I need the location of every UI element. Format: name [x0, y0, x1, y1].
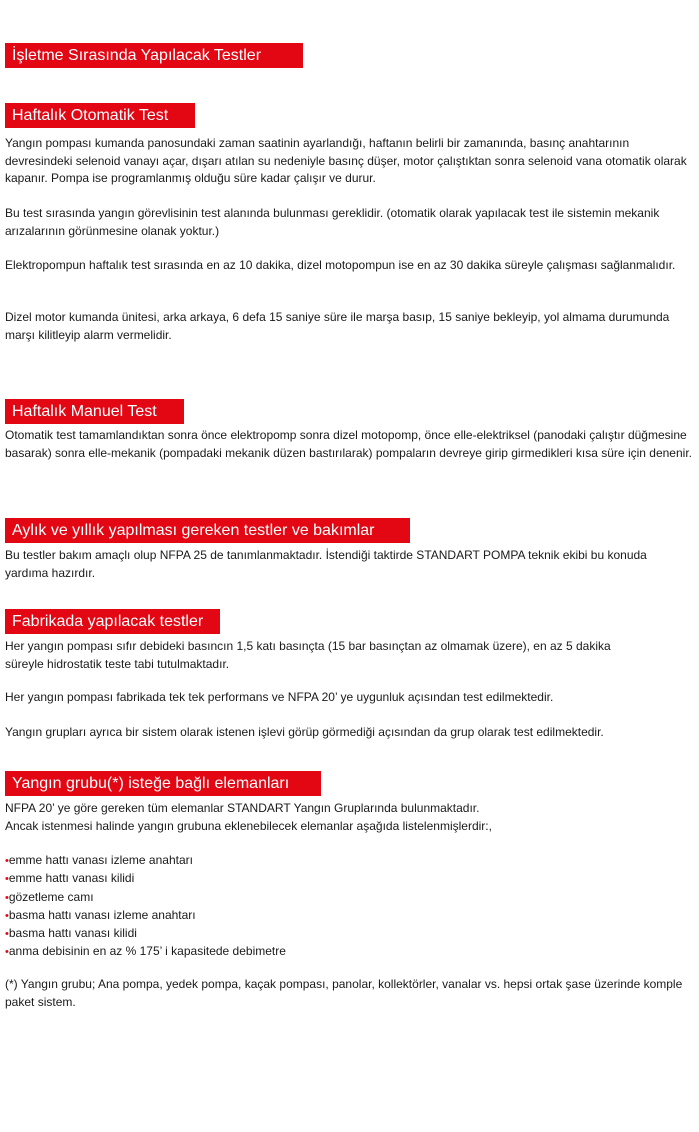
heading-weekly-manual-test: Haftalık Manuel Test: [5, 399, 184, 424]
weekly-auto-paragraph-3: Elektropompun haftalık test sırasında en az 10 dakika, dizel motopompun ise en az 30 dakika süreyle çalışması sağlanmalıdır.: [5, 258, 676, 272]
bullet-icon: •: [5, 909, 9, 922]
bullet-icon: •: [5, 891, 9, 904]
factory-paragraph-3: Yangın grupları ayrıca bir sistem olarak istenen işlevi görüp görmediği açısından da grup olarak test edilmektedir.: [5, 725, 604, 739]
bullet-icon: •: [5, 873, 9, 886]
section-title-operation-tests: İşletme Sırasında Yapılacak Testler: [5, 43, 303, 68]
weekly-manual-paragraph: Otomatik test tamamlandıktan sonra önce elektropomp sonra dizel motopomp, önce elle-elektriksel (panodaki çalıştır düğmesine basarak) sonra elle-mekanik (pompadaki mekanik düzen bastırılarak) pompaların devreye girip girmedikleri kısa süre için denenir.: [5, 428, 692, 460]
heading-weekly-automatic-test: Haftalık Otomatik Test: [5, 103, 195, 128]
list-item: •emme hattı vanası izleme anahtarı: [5, 853, 193, 867]
weekly-auto-paragraph-2: Bu test sırasında yangın görevlisinin test alanında bulunması gereklidir. (otomatik olarak yapılacak test ile sistemin mekanik arızalarının görünmesine olanak yoktur.): [5, 206, 660, 238]
heading-factory-tests: Fabrikada yapılacak testler: [5, 609, 220, 634]
list-item: •gözetleme camı: [5, 889, 94, 904]
optional-elements-list: [5, 852, 693, 962]
factory-paragraph-1: Her yangın pompası sıfır debideki basıncın 1,5 katı basınçta (15 bar basınçtan az olmamak üzere), en az 5 dakika süreyle hidrostatik teste tabi tutulmaktadır.: [5, 639, 611, 671]
optional-line-2: Ancak istenmesi halinde yangın grubuna eklenebilecek elemanlar aşağıda listelenmişlerdir:,: [5, 819, 492, 833]
list-item: •anma debisinin en az % 175’ i kapasitede debimetre: [5, 944, 286, 959]
factory-paragraph-2: Her yangın pompası fabrikada tek tek performans ve NFPA 20’ ye uygunluk açısından test edilmektedir.: [5, 690, 554, 704]
bullet-icon: •: [5, 928, 9, 941]
heading-optional-elements: Yangın grubu(*) isteğe bağlı elemanları: [5, 771, 321, 796]
bullet-icon: •: [5, 855, 9, 867]
heading-monthly-yearly-tests: Aylık ve yıllık yapılması gereken testler ve bakımlar: [5, 518, 410, 543]
optional-line-1: NFPA 20’ ye göre gereken tüm elemanlar STANDART Yangın Gruplarında bulunmaktadır.: [5, 801, 480, 815]
weekly-auto-paragraph-1: Yangın pompası kumanda panosundaki zaman saatinin ayarlandığı, haftanın belirli bir zamanında, basınç anahtarının devresindeki selenoid vanayı açar, dışarı atılan su nedeniyle basınç düşer, motor çalıştıktan sonra selenoid vana otomatik olarak kapanır. Pompa ise programlanmış olduğu süre kadar çalışır ve durur.: [5, 136, 687, 185]
bullet-icon: •: [5, 946, 9, 959]
optional-footnote: (*) Yangın grubu; Ana pompa, yedek pompa, kaçak pompası, panolar, kollektörler, vanalar vs. hepsi ortak şase üzerinde komple paket sistem.: [5, 977, 683, 1009]
list-item: •emme hattı vanası kilidi: [5, 871, 135, 886]
weekly-auto-paragraph-4: Dizel motor kumanda ünitesi, arka arkaya, 6 defa 15 saniye süre ile marşa basıp, 15 saniye bekleyip, yol almama durumunda marşı kilitleyip alarm vermelidir.: [5, 310, 670, 342]
list-item: •basma hattı vanası kilidi: [5, 926, 137, 941]
monthly-paragraph: Bu testler bakım amaçlı olup NFPA 25 de tanımlanmaktadır. İstendiği taktirde STANDART POMPA teknik ekibi bu konuda yardıma hazırdır.: [5, 548, 647, 580]
list-item: •basma hattı vanası izleme anahtarı: [5, 907, 196, 922]
